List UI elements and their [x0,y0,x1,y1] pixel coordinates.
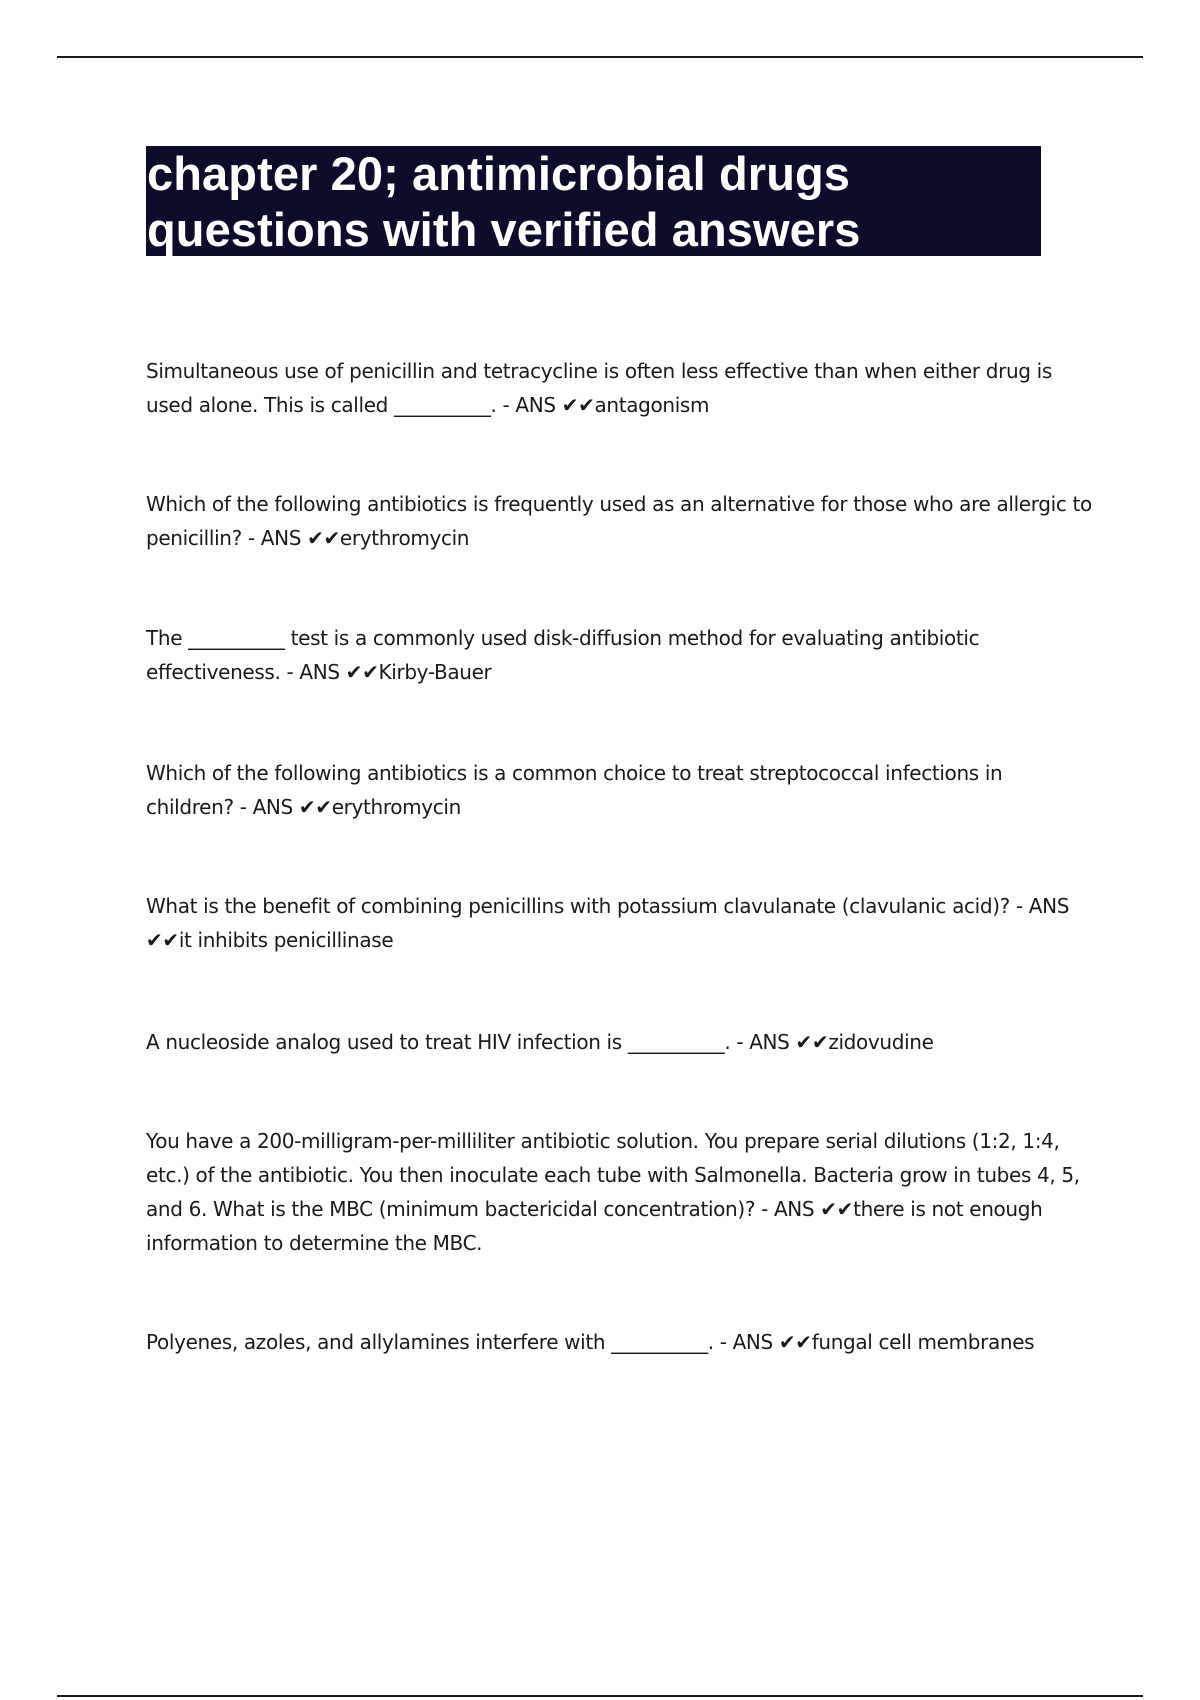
bottom-rule [57,1695,1143,1697]
qa-item-8: Polyenes, azoles, and allylamines interfere with __________. - ANS ✔✔fungal cell membranes [146,1330,1035,1354]
qa-item-2: Which of the following antibiotics is frequently used as an alternative for those who are allergic to penicillin? - ANS ✔✔erythromycin [146,492,1092,550]
qa-item-3: The __________ test is a commonly used disk-diffusion method for evaluating antibiotic effectiveness. - ANS ✔✔Kirby-Bauer [146,626,980,684]
qa-item-6: A nucleoside analog used to treat HIV infection is __________. - ANS ✔✔zidovudine [146,1030,934,1054]
document-title [146,146,1041,256]
qa-item-5: What is the benefit of combining penicillins with potassium clavulanate (clavulanic acid)? - ANS ✔✔it inhibits penicillinase [146,894,1070,952]
qa-item-4: Which of the following antibiotics is a common choice to treat streptococcal infections in children? - ANS ✔✔erythromycin [146,761,1003,819]
title-line-2: questions with verified answers [147,203,861,256]
top-rule [57,56,1143,58]
qa-item-7: You have a 200-milligram-per-milliliter antibiotic solution. You prepare serial dilutions (1:2, 1:4, etc.) of the antibiotic. You then inoculate each tube with Salmonella. Bacteria grow in tubes 4, 5, and 6. What is the MBC (minimum bactericidal concentration)? - ANS ✔✔there is not enough information to determine the MBC. [146,1129,1080,1255]
title-line-1: chapter 20; antimicrobial drugs [147,147,851,200]
qa-item-1: Simultaneous use of penicillin and tetracycline is often less effective than when either drug is used alone. This is called __________. - ANS ✔✔antagonism [146,359,1052,417]
